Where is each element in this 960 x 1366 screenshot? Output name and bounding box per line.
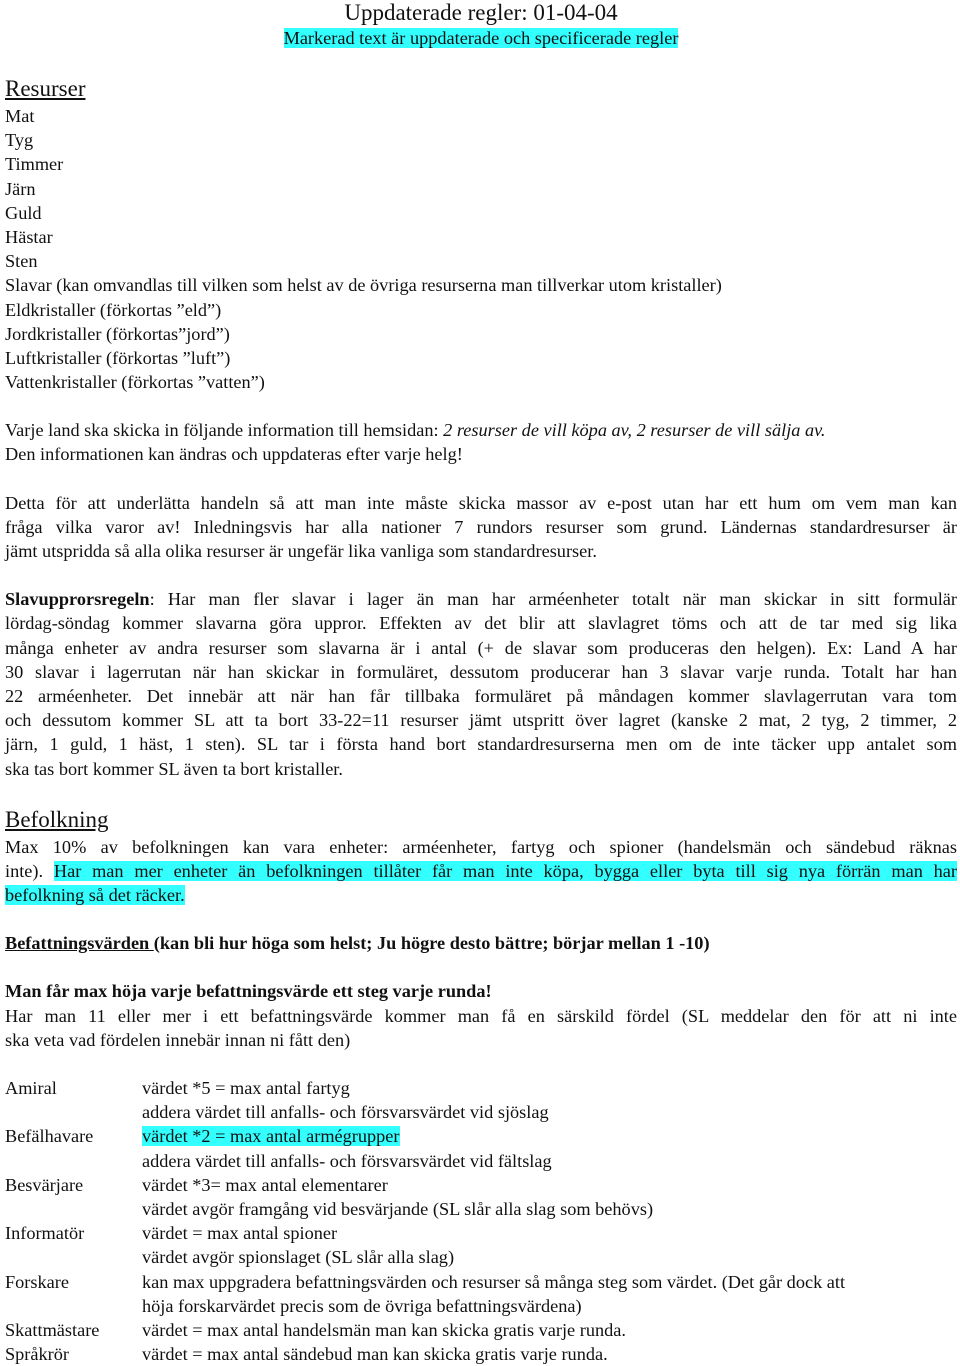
resource-item: Tyg	[5, 130, 34, 151]
resource-list	[5, 104, 957, 394]
paragraph-line: och dessutom kommer SL att ta bort 33-22=11 resurser jämt utspritt över lagret (kanske 2 mat, 2 tyg, 2 timmer, 2	[5, 710, 957, 731]
role-name: Språkrör	[5, 1344, 69, 1365]
befattning-rule-paragraph	[5, 1004, 957, 1052]
role-line: värdet avgör framgång vid besvärjande (SL slår alla slag som behövs)	[142, 1198, 654, 1219]
section-heading-befolkning: Befolkning	[5, 806, 109, 832]
role-description	[142, 1342, 957, 1366]
spacer	[5, 50, 957, 74]
paragraph-line: ska veta vad fördelen innebär innan ni fått den)	[5, 1029, 351, 1050]
population-paragraph	[5, 835, 957, 908]
highlighted-text: befolkning så det räcker.	[5, 885, 185, 906]
section-heading-resurser: Resurser	[5, 76, 86, 101]
paragraph-line: 30 slavar i lagerrutan när han skickar in formuläret, dessutom producerar han 3 slavar varje runda. Totalt har han	[5, 661, 957, 682]
paragraph-line: lördag-söndag kommer slavarna göra uppror. Effekten av det blir att slavlagret töms och att de tar med sig lika	[5, 613, 957, 634]
paragraph-text: inte).	[5, 860, 54, 881]
paragraph-line	[5, 883, 957, 907]
spacer	[5, 907, 957, 931]
resource-item: Vattenkristaller (förkortas ”vatten”)	[5, 372, 265, 393]
highlighted-text: Har man mer enheter än befolkningen tillåter får man inte köpa, bygga eller byta till sig nya förrän man har	[53, 860, 957, 881]
highlighted-text: värdet *2 = max antal armégrupper	[142, 1126, 400, 1147]
rule-bold-text: Man får max höja varje befattningsvärde ett steg varje runda!	[5, 981, 492, 1002]
page-title: Uppdaterade regler: 01-04-04	[344, 0, 618, 25]
info-text: Varje land ska skicka in följande information till hemsidan:	[5, 420, 444, 441]
paragraph-line: järn, 1 guld, 1 häst, 1 sten). SL tar i första hand bort standardresurserna men om de inte täcker upp antalet som	[5, 734, 957, 755]
spacer	[5, 1052, 957, 1076]
role-description	[142, 1076, 957, 1124]
befattning-heading-underlined: Befattningsvärden	[5, 933, 154, 954]
role-row-skattmastare	[5, 1318, 957, 1342]
info-paragraph-line: Den informationen kan ändras och uppdateras efter varje helg!	[5, 444, 463, 465]
role-row-befalhavare	[5, 1124, 957, 1172]
spacer	[5, 955, 957, 979]
role-name: Skattmästare	[5, 1319, 100, 1340]
resource-item: Järn	[5, 178, 36, 199]
roles-table	[5, 1076, 957, 1366]
role-line: addera värdet till anfalls- och försvarsvärdet vid fältslag	[142, 1150, 552, 1171]
role-description	[142, 1173, 957, 1221]
resource-item: Sten	[5, 251, 38, 272]
role-line	[142, 1124, 957, 1148]
role-description	[142, 1318, 957, 1342]
role-line: värdet *3= max antal elementarer	[142, 1174, 388, 1195]
paragraph-line: fråga vilka varor av! Inledningsvis har alla nationer 7 rundors resurser som grund. Ländernas standardresurser är	[5, 516, 957, 537]
role-name: Amiral	[5, 1078, 57, 1098]
role-row-informator	[5, 1221, 957, 1269]
spacer	[5, 563, 957, 587]
resource-item: Guld	[5, 202, 42, 223]
role-line: värdet = max antal spioner	[142, 1223, 338, 1244]
spacer	[5, 467, 957, 491]
role-line: kan max uppgradera befattningsvärden och resurser så många steg som värdet. (Det går dock att	[142, 1271, 846, 1292]
role-line: värdet avgör spionslaget (SL slår alla slag)	[142, 1247, 455, 1268]
resource-item: Hästar	[5, 226, 53, 247]
role-line: addera värdet till anfalls- och försvarsvärdet vid sjöslag	[142, 1102, 549, 1123]
resource-item: Slavar (kan omvandlas till vilken som helst av de övriga resurserna man tillverkar utom kristaller)	[5, 275, 722, 296]
spacer	[5, 781, 957, 805]
section-heading-befattningsvarden	[5, 931, 957, 955]
paragraph-line: Detta för att underlätta handeln så att man inte måste skicka massor av e-post utan har ett hum om vem man kan	[5, 492, 957, 513]
spacer	[5, 394, 957, 418]
befattning-heading-rest: (kan bli hur höga som helst; Ju högre desto bättre; börjar mellan 1 -10)	[153, 933, 710, 954]
resource-item: Jordkristaller (förkortas”jord”)	[5, 323, 230, 344]
subtitle-row	[5, 26, 957, 50]
role-description	[142, 1270, 957, 1318]
role-name: Befälhavare	[5, 1126, 94, 1147]
info-italic-text: 2 resurser de vill köpa av, 2 resurser de vill sälja av.	[443, 420, 826, 441]
resource-item: Luftkristaller (förkortas ”luft”)	[5, 347, 231, 368]
paragraph-line: Max 10% av befolkningen kan vara enheter: arméenheter, fartyg och spioner (handelsmän och sändebud räknas	[5, 836, 957, 857]
paragraph-line	[5, 859, 957, 883]
document-page	[5, 0, 957, 1366]
page-subtitle: Markerad text är uppdaterade och specificerade regler	[283, 28, 679, 48]
role-description	[142, 1221, 957, 1269]
role-line: värdet = max antal handelsmän man kan skicka gratis varje runda.	[142, 1319, 626, 1340]
role-name: Informatör	[5, 1223, 85, 1244]
trade-paragraph	[5, 491, 957, 564]
paragraph-line: ska tas bort kommer SL även ta bort kristaller.	[5, 758, 343, 779]
slave-rule-term: Slavupprorsregeln	[5, 589, 150, 610]
role-row-forskare	[5, 1270, 957, 1318]
resource-item: Mat	[5, 106, 35, 126]
role-row-besvarjare	[5, 1173, 957, 1221]
role-row-amiral	[5, 1076, 957, 1124]
role-name: Besvärjare	[5, 1174, 84, 1195]
role-row-sprakror	[5, 1342, 957, 1366]
paragraph-line: 22 arméenheter. Det innebär att när han får tillbaka formuläret på måndagen kommer slavlagerrutan vara tom	[5, 685, 957, 706]
role-name: Forskare	[5, 1271, 69, 1292]
slave-revolt-paragraph	[5, 587, 957, 781]
paragraph-line: jämt utspridda så alla olika resurser är ungefär lika vanliga som standardresurser.	[5, 541, 597, 561]
role-line: höja forskarvärdet precis som de övriga befattningsvärdena)	[142, 1295, 582, 1316]
paragraph-line	[5, 587, 957, 611]
resource-item: Eldkristaller (förkortas ”eld”)	[5, 299, 222, 320]
paragraph-line: Har man 11 eller mer i ett befattningsvärde kommer man få en särskild fördel (SL meddelar den för att ni inte	[5, 1005, 957, 1026]
resource-item: Timmer	[5, 154, 64, 175]
role-line: värdet *5 = max antal fartyg	[142, 1078, 350, 1098]
role-line: värdet = max antal sändebud man kan skicka gratis varje runda.	[142, 1344, 608, 1365]
befattning-rule-bold	[5, 979, 957, 1003]
paragraph-line: många enheter av andra resurser som slavarna är i antal (+ de slavar som produceras den helgen). Ex: Land A har	[5, 637, 957, 658]
paragraph-text: : Har man fler slavar i lager än man har arméenheter totalt när man skickar in sitt formulär	[149, 589, 957, 610]
role-description	[142, 1124, 957, 1172]
info-paragraph-line	[5, 418, 957, 442]
